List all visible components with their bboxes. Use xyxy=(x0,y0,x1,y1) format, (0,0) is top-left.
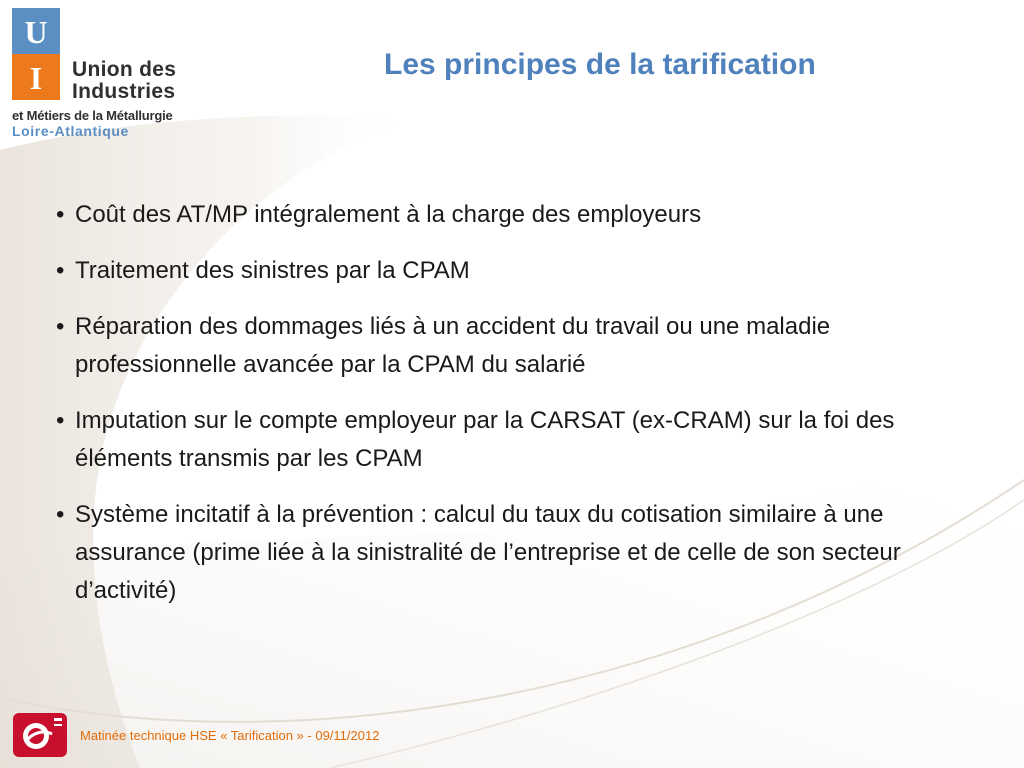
footer-text: Matinée technique HSE « Tarification » - 09/11/2012 xyxy=(80,728,380,743)
bullet-list xyxy=(56,196,966,628)
bullet-text: Traitement des sinistres par la CPAM xyxy=(75,257,470,284)
bullet-item xyxy=(56,252,966,290)
ui-logo-mark xyxy=(12,8,60,100)
logo-letter-i: I xyxy=(29,60,43,96)
logo-text-line1: Union des xyxy=(72,58,177,81)
bullet-item xyxy=(56,402,966,478)
logo-letter-u: U xyxy=(24,14,48,50)
bullet-text: Réparation des dommages liés à un accident du travail ou une maladie professionnelle avancée par la CPAM du salarié xyxy=(75,313,831,378)
bullet-text: Coût des AT/MP intégralement à la charge des employeurs xyxy=(75,201,702,228)
bullet-glyph: • xyxy=(56,501,65,528)
bullet-glyph: • xyxy=(56,257,65,284)
bullet-text: Imputation sur le compte employeur par la CARSAT (ex-CRAM) sur la foi des éléments transmis par les CPAM xyxy=(75,407,895,472)
logo-text-region: Loire-Atlantique xyxy=(12,123,129,139)
logo-text-line3: et Métiers de la Métallurgie xyxy=(12,108,173,123)
logo-text-line2: Industries xyxy=(72,80,176,103)
uimm-logo xyxy=(12,8,192,142)
bullet-glyph: • xyxy=(56,201,65,228)
slide-title: Les principes de la tarification xyxy=(384,48,816,81)
footer-logo-icon xyxy=(12,712,68,758)
bullet-item xyxy=(56,308,966,384)
bullet-text: Système incitatif à la prévention : calcul du taux du cotisation similaire à une assurance (prime liée à la sinistralité de l’entreprise et de celle de son secteur d’activité) xyxy=(75,501,901,604)
bullet-glyph: • xyxy=(56,407,65,434)
bullet-item xyxy=(56,196,966,234)
bullet-glyph: • xyxy=(56,313,65,340)
bullet-item xyxy=(56,496,966,610)
